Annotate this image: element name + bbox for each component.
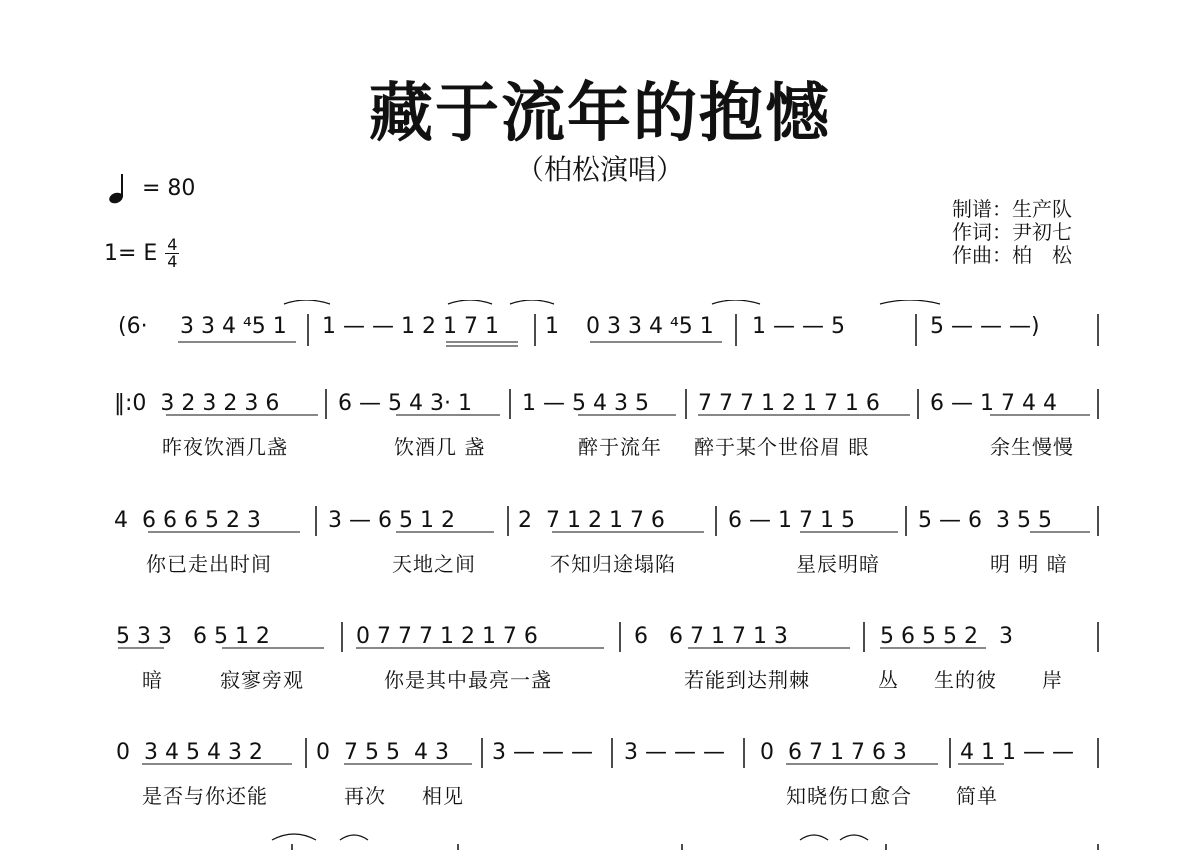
measure-4: 3 — — —: [624, 740, 725, 765]
quarter-note-icon: [108, 172, 130, 204]
lyric-5: 余生慢慢: [990, 435, 1074, 459]
measure-1: (6·: [118, 314, 148, 339]
lyric-2: 天地之间: [392, 552, 476, 576]
measure-2: 6 — 5 4 3· 1: [338, 391, 472, 416]
measure-2: 3 — 6 5 1 2: [328, 508, 455, 533]
lyric-1: 暗: [142, 668, 163, 692]
next-system-partial: [0, 826, 1200, 850]
measure-6: 4 1 1 — —: [960, 740, 1074, 765]
lyric-7: 岸: [1042, 668, 1063, 692]
time-signature: [165, 235, 179, 271]
lyric-4: 知晓伤口愈合: [786, 784, 912, 808]
lyric-5: 明 明 暗: [990, 552, 1068, 576]
lyric-3: 你是其中最亮一盏: [384, 668, 552, 692]
song-title: 藏于流年的抱憾: [369, 77, 831, 151]
measure-4: 7 7 7 1 2 1 7 1 6: [698, 391, 880, 416]
measure-6: 1 — — 5: [752, 314, 845, 339]
measure-3: 2 7 1 2 1 7 6: [518, 508, 665, 533]
measure-5: 5 — 6 3 5 5: [918, 508, 1052, 533]
measure-7: 5 — — —): [930, 314, 1040, 339]
measure-2: 3 3 4 ⁴5 1: [180, 314, 287, 339]
key-text: 1= E: [104, 241, 158, 266]
measure-5: 0 3 3 4 ⁴5 1: [586, 314, 714, 339]
measure-4: 6 — 1 7 1 5: [728, 508, 855, 533]
lyric-3: 醉于流年: [578, 435, 662, 459]
lyric-6: 生的彼: [934, 668, 997, 692]
credits: [952, 198, 1072, 267]
credit-composer: 作曲：柏 松: [952, 243, 1072, 267]
measure-1: 4 6 6 6 5 2 3: [114, 508, 261, 533]
lyric-1: 昨夜饮酒几盏: [162, 435, 288, 459]
measure-2: 0 7 5 5 4 3: [316, 740, 449, 765]
measure-1: ‖:0 3 2 3 2 3 6: [114, 391, 280, 416]
song-subtitle: （柏松演唱）: [515, 153, 684, 186]
lyric-4: 星辰明暗: [796, 552, 880, 576]
lyric-2: 寂寥旁观: [220, 668, 304, 692]
measure-2: 0 7 7 7 1 2 1 7 6: [356, 624, 538, 649]
measure-3: 1 — 5 4 3 5: [522, 391, 649, 416]
measure-4: 1: [545, 314, 559, 339]
tempo-value: = 80: [142, 175, 196, 201]
credit-arranger: 制谱：生产队: [952, 197, 1072, 221]
lyric-2: 饮酒几 盏: [394, 435, 486, 459]
measure-4: 5 6 5 5 2 3: [880, 624, 1013, 649]
time-sig-bottom: 4: [167, 252, 178, 271]
lyric-4: 醉于某个世俗眉 眼: [694, 435, 870, 459]
measure-3: 6 6 7 1 7 1 3: [634, 624, 788, 649]
lyric-1: 你已走出时间: [146, 552, 272, 576]
time-sig-top: 4: [167, 235, 178, 254]
measure-3: 1 — — 1 2 1 7 1: [322, 314, 499, 339]
credit-lyricist: 作词：尹初七: [952, 220, 1072, 244]
lyric-1: 是否与你还能: [142, 784, 268, 808]
lyric-3: 不知归途塌陷: [550, 552, 676, 576]
lyric-4: 若能到达荆棘: [684, 668, 810, 692]
measure-1: 0 3 4 5 4 3 2: [116, 740, 263, 765]
measure-3: 3 — — —: [492, 740, 593, 765]
tempo-marking: [108, 172, 195, 204]
measure-1: 5 3 3 6 5 1 2: [116, 624, 270, 649]
lyric-5: 简单: [956, 784, 998, 808]
lyric-3: 相见: [422, 784, 464, 808]
key-signature: [104, 235, 179, 271]
lyric-2: 再次: [344, 784, 386, 808]
measure-5: 0 6 7 1 7 6 3: [760, 740, 907, 765]
measure-5: 6 — 1 7 4 4: [930, 391, 1057, 416]
lyric-5: 丛: [878, 668, 899, 692]
